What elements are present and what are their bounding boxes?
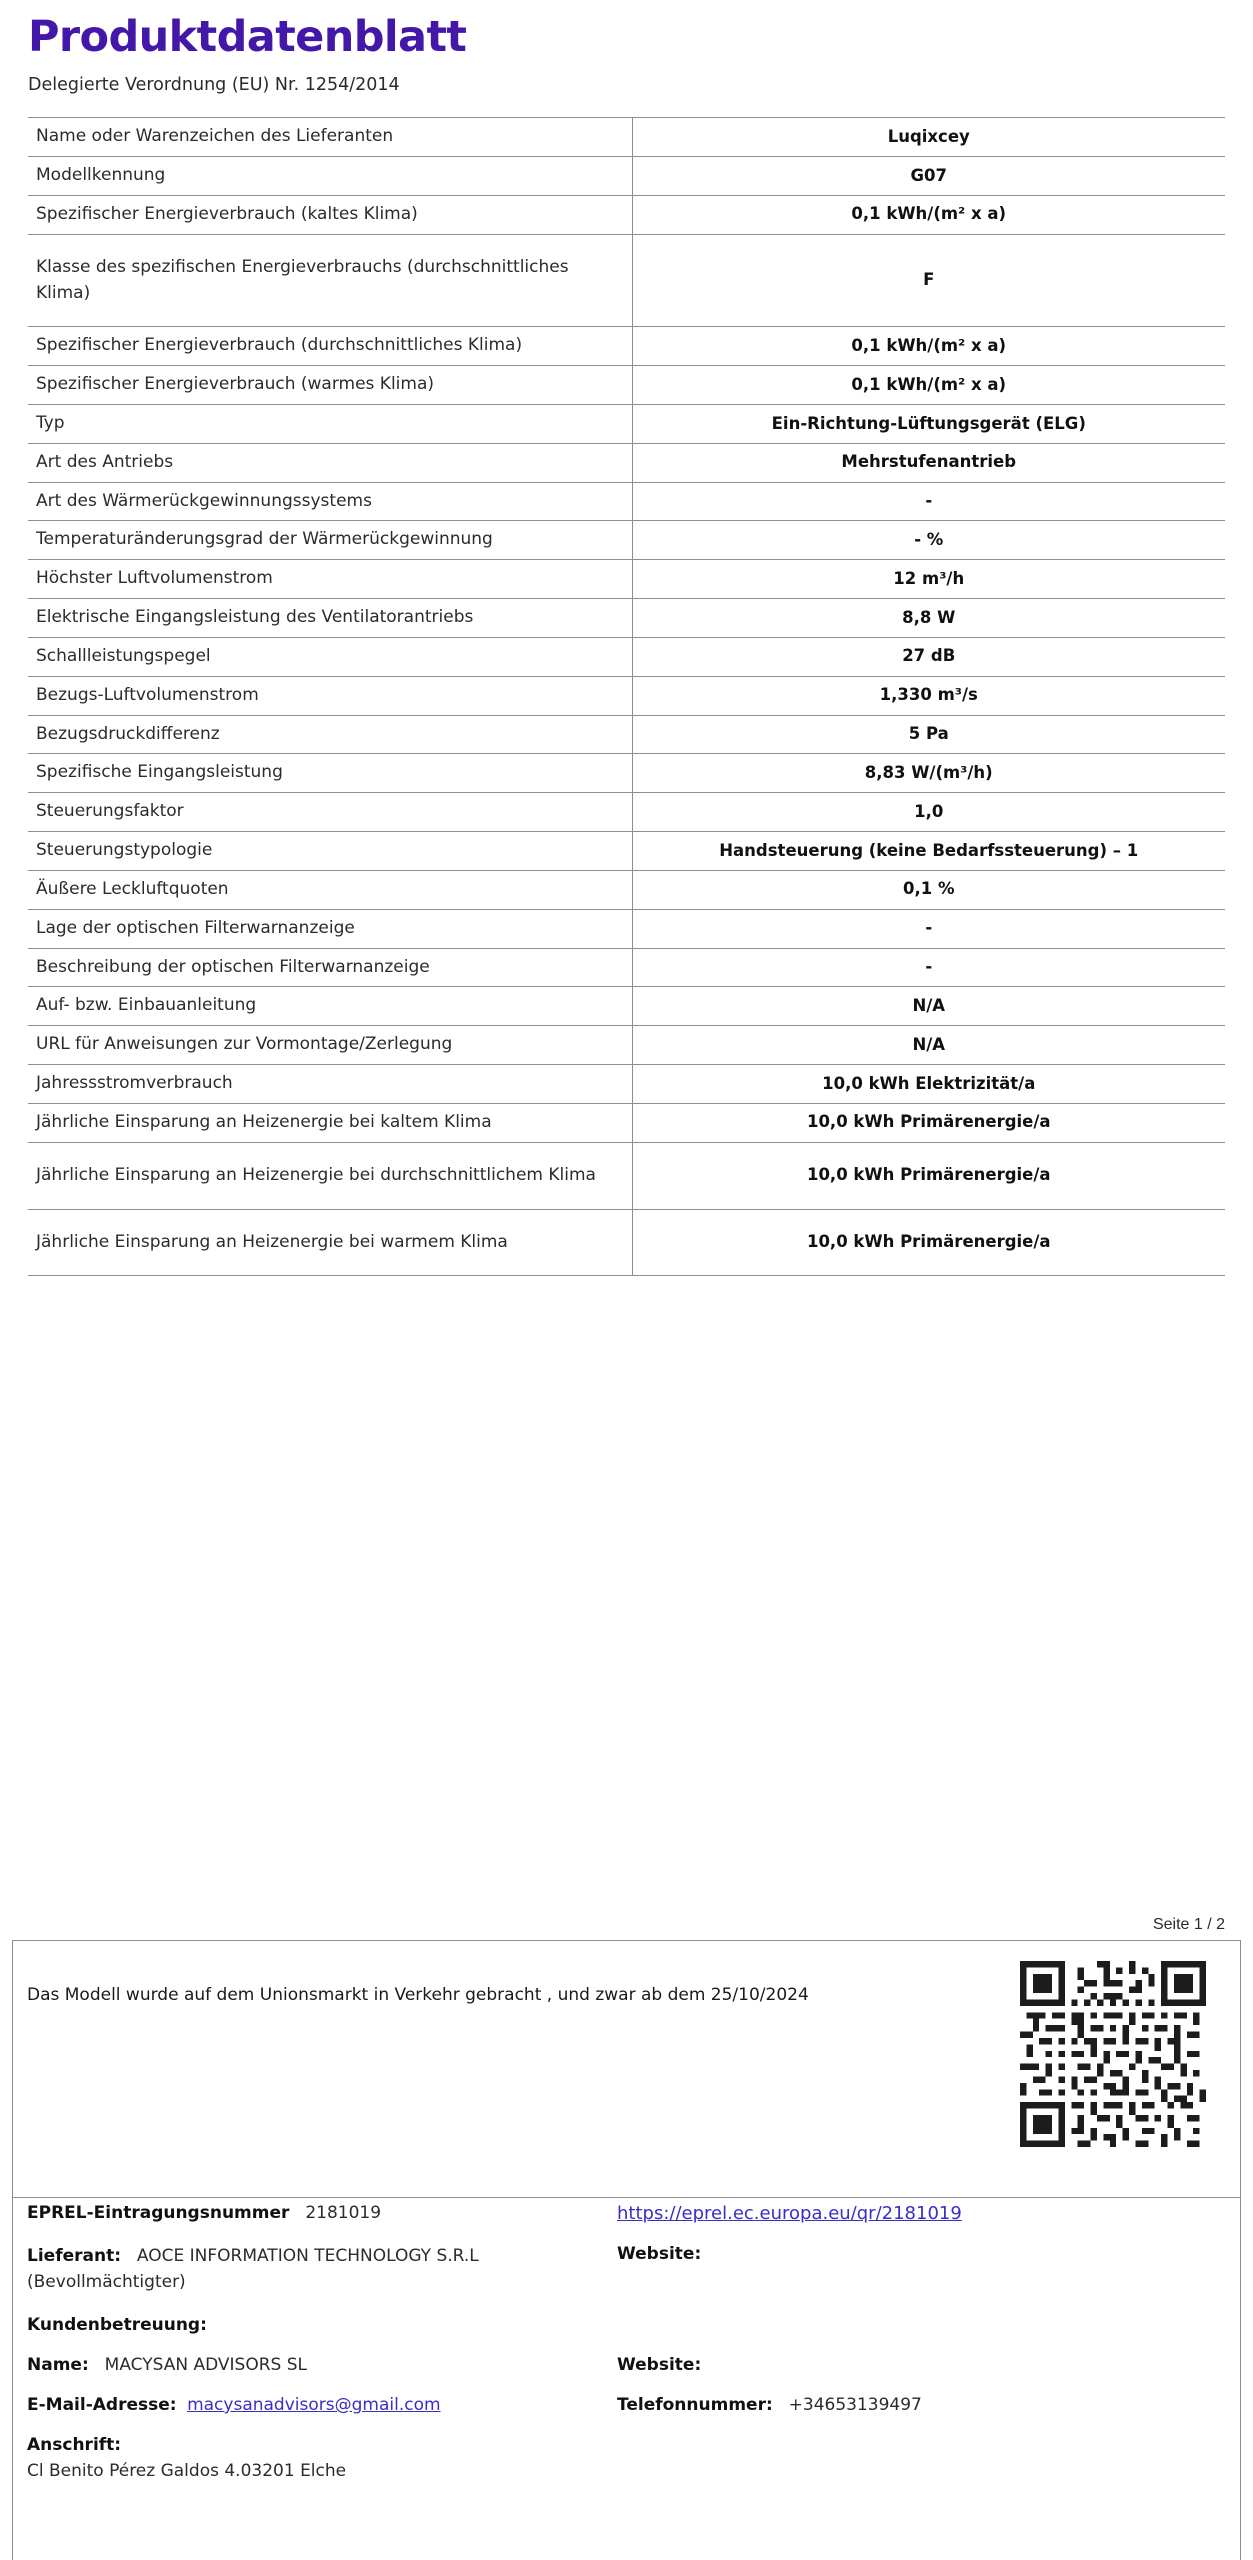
phone-value: +34653139497 <box>788 2395 922 2415</box>
spec-label: Steuerungsfaktor <box>28 793 632 832</box>
table-row <box>28 482 1225 521</box>
table-row <box>28 560 1225 599</box>
spec-value: G07 <box>910 165 947 185</box>
spec-value: 1,0 <box>914 801 944 821</box>
spec-label: URL für Anweisungen zur Vormontage/Zerlegung <box>28 1026 632 1065</box>
spec-label: Spezifische Eingangsleistung <box>28 754 632 793</box>
address-block <box>27 2435 1226 2481</box>
table-row <box>28 234 1225 327</box>
eprel-registration <box>27 2203 617 2223</box>
customer-website-cell <box>617 2355 1177 2375</box>
eprel-qr-link[interactable]: https://eprel.ec.europa.eu/qr/2181019 <box>617 2203 962 2224</box>
table-row <box>28 157 1225 196</box>
table-row <box>28 637 1225 676</box>
spec-value: 0,1 kWh/(m² x a) <box>851 335 1007 355</box>
table-row <box>28 832 1225 871</box>
table-row <box>28 676 1225 715</box>
supplier-row <box>27 2244 1226 2295</box>
spec-label: Bezugs-Luftvolumenstrom <box>28 676 632 715</box>
spec-value: - % <box>914 530 944 549</box>
customer-website-label: Website: <box>617 2355 702 2375</box>
spec-value: 0,1 % <box>902 879 955 899</box>
customer-name-cell <box>27 2355 617 2375</box>
spec-value: 10,0 kWh Primärenergie/a <box>806 1112 1051 1132</box>
spec-value: 10,0 kWh Elektrizität/a <box>822 1073 1036 1093</box>
spec-label: Schallleistungspegel <box>28 637 632 676</box>
eprel-number: 2181019 <box>305 2203 382 2223</box>
table-row <box>28 195 1225 234</box>
table-row <box>28 1209 1225 1276</box>
table-row <box>28 870 1225 909</box>
supplier-cell <box>27 2244 617 2295</box>
table-row <box>28 948 1225 987</box>
spec-label: Art des Wärmerückgewinnungssystems <box>28 482 632 521</box>
spec-value: Luqixcey <box>887 126 970 146</box>
eprel-label: EPREL-Eintragungsnummer <box>27 2203 290 2223</box>
spec-value: 8,8 W <box>902 607 956 627</box>
table-row <box>28 754 1225 793</box>
spec-value: 27 dB <box>902 646 956 666</box>
spec-label: Modellkennung <box>28 157 632 196</box>
spec-value: 0,1 kWh/(m² x a) <box>851 374 1007 394</box>
table-row <box>28 327 1225 366</box>
regulation-subtitle: Delegierte Verordnung (EU) Nr. 1254/2014 <box>28 75 400 96</box>
footer-divider <box>13 2197 1240 2198</box>
spec-label: Jährliche Einsparung an Heizenergie bei durchschnittlichem Klima <box>28 1142 632 1209</box>
table-row <box>28 909 1225 948</box>
phone-label: Telefonnummer: <box>617 2395 773 2415</box>
table-row <box>28 1103 1225 1142</box>
customer-name-label: Name: <box>27 2355 89 2375</box>
supplier-website-label: Website: <box>617 2244 702 2264</box>
spec-label: Art des Antriebs <box>28 443 632 482</box>
spec-value: 0,1 kWh/(m² x a) <box>851 204 1007 224</box>
spec-value: 5 Pa <box>908 724 949 744</box>
spec-value: N/A <box>912 1034 946 1054</box>
specification-table <box>28 117 1225 1276</box>
supplier-website-cell <box>617 2244 1177 2264</box>
spec-value: 1,330 m³/s <box>879 685 978 705</box>
table-row <box>28 793 1225 832</box>
customer-care-heading: Kundenbetreuung: <box>27 2315 207 2335</box>
qr-code-icon <box>1020 1961 1206 2147</box>
spec-label: Temperaturänderungsgrad der Wärmerückgewinnung <box>28 521 632 560</box>
table-row <box>28 1142 1225 1209</box>
spec-label: Lage der optischen Filterwarnanzeige <box>28 909 632 948</box>
supplier-name: AOCE INFORMATION TECHNOLOGY S.R.L (Bevollmächtigter) <box>27 2246 479 2292</box>
eprel-link-cell <box>617 2203 1177 2224</box>
email-label: E-Mail-Adresse: <box>27 2395 177 2415</box>
email-cell <box>27 2395 617 2415</box>
document-header <box>0 0 1253 117</box>
spec-label: Äußere Leckluftquoten <box>28 870 632 909</box>
spec-value: - <box>925 918 933 938</box>
spec-label: Name oder Warenzeichen des Lieferanten <box>28 118 632 157</box>
page-title: Produktdatenblatt <box>28 12 467 62</box>
spec-label: Bezugsdruckdifferenz <box>28 715 632 754</box>
spec-value: 12 m³/h <box>893 568 965 588</box>
footer-panel <box>12 1940 1241 2560</box>
table-row <box>28 443 1225 482</box>
spec-label: Klasse des spezifischen Energieverbrauchs (durchschnittliches Klima) <box>28 234 632 327</box>
spec-label: Spezifischer Energieverbrauch (warmes Klima) <box>28 366 632 405</box>
spec-label: Auf- bzw. Einbauanleitung <box>28 987 632 1026</box>
market-placement-statement: Das Modell wurde auf dem Unionsmarkt in Verkehr gebracht , und zwar ab dem 25/10/2024 <box>27 1985 809 2005</box>
table-row <box>28 118 1225 157</box>
address-label: Anschrift: <box>27 2435 122 2455</box>
spec-value: N/A <box>912 995 946 1015</box>
spec-label: Spezifischer Energieverbrauch (kaltes Klima) <box>28 195 632 234</box>
table-row <box>28 1026 1225 1065</box>
spec-value: Mehrstufenantrieb <box>841 452 1017 472</box>
spec-label: Elektrische Eingangsleistung des Ventilatorantriebs <box>28 599 632 638</box>
spec-value: F <box>923 270 935 290</box>
phone-cell <box>617 2395 1177 2415</box>
spec-label: Beschreibung der optischen Filterwarnanzeige <box>28 948 632 987</box>
address-value: Cl Benito Pérez Galdos 4.03201 Elche <box>27 2461 347 2481</box>
spec-label: Jährliche Einsparung an Heizenergie bei warmem Klima <box>28 1209 632 1276</box>
supplier-label: Lieferant: <box>27 2246 121 2266</box>
spec-label: Spezifischer Energieverbrauch (durchschnittliches Klima) <box>28 327 632 366</box>
spec-value: 8,83 W/(m³/h) <box>864 762 993 782</box>
spec-label: Steuerungstypologie <box>28 832 632 871</box>
email-link[interactable]: macysanadvisors@gmail.com <box>187 2395 441 2415</box>
spec-value: - <box>925 957 933 977</box>
table-row <box>28 1065 1225 1104</box>
spec-label: Jahressstromverbrauch <box>28 1065 632 1104</box>
email-phone-row <box>27 2395 1226 2415</box>
customer-name-value: MACYSAN ADVISORS SL <box>104 2355 307 2375</box>
spec-value: - <box>925 491 933 511</box>
table-row <box>28 366 1225 405</box>
table-row <box>28 987 1225 1026</box>
customer-name-row <box>27 2355 1226 2375</box>
table-row <box>28 404 1225 443</box>
eprel-row <box>27 2203 1226 2224</box>
contact-section <box>13 2203 1240 2481</box>
spec-value: 10,0 kWh Primärenergie/a <box>806 1232 1051 1252</box>
table-row <box>28 715 1225 754</box>
spec-value: Ein-Richtung-Lüftungsgerät (ELG) <box>771 413 1086 433</box>
page-number: Seite 1 / 2 <box>1152 1916 1225 1933</box>
table-row <box>28 599 1225 638</box>
spec-label: Jährliche Einsparung an Heizenergie bei kaltem Klima <box>28 1103 632 1142</box>
table-row <box>28 521 1225 560</box>
spec-label: Typ <box>28 404 632 443</box>
spec-value: 10,0 kWh Primärenergie/a <box>806 1165 1051 1185</box>
spec-value: Handsteuerung (keine Bedarfssteuerung) – 1 <box>719 840 1139 860</box>
spec-label: Höchster Luftvolumenstrom <box>28 560 632 599</box>
